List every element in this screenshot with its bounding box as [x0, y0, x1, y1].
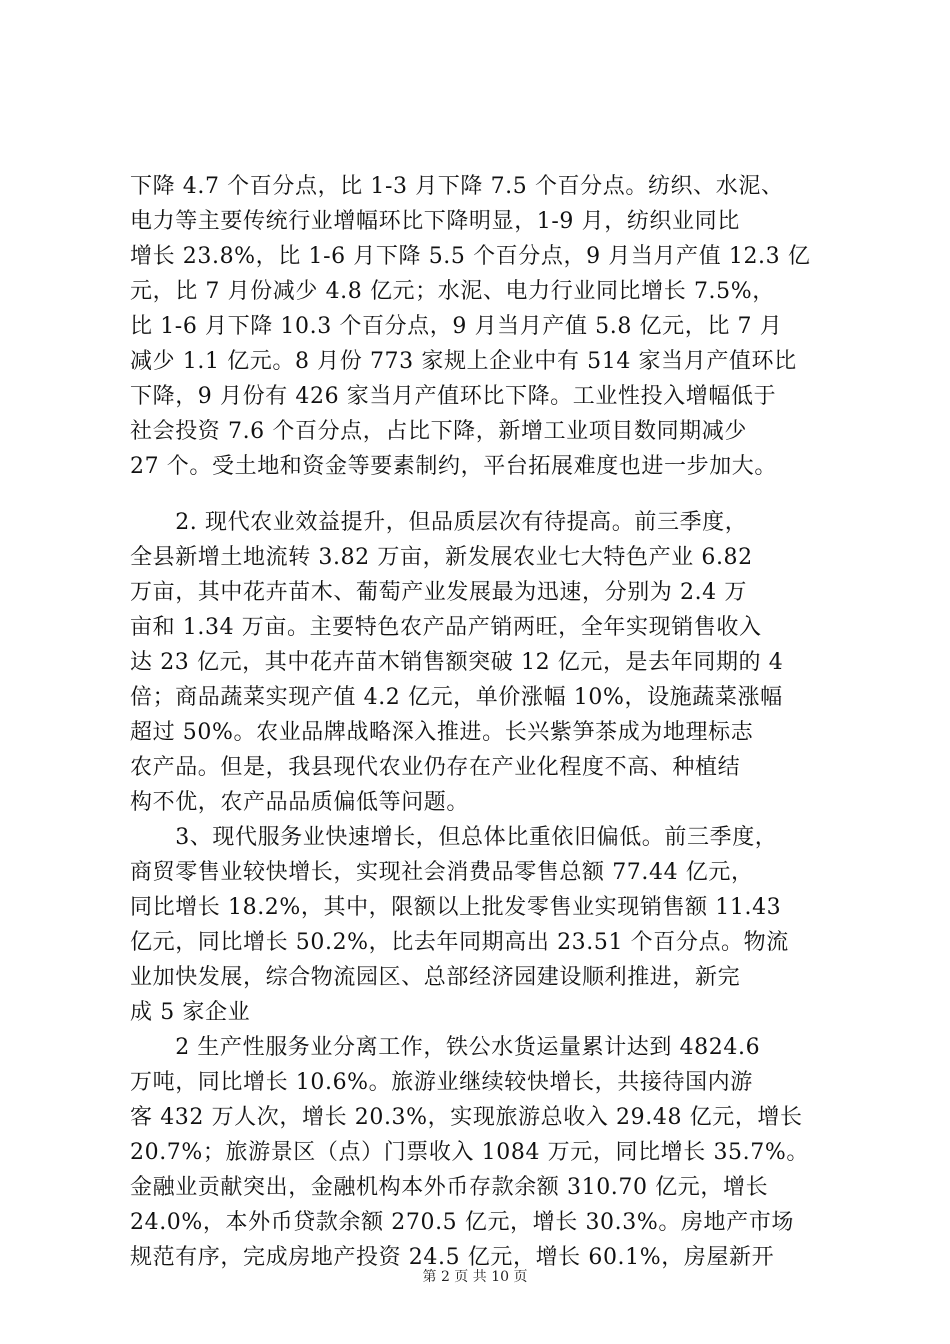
text-line: 同比增长 18.2%，其中，限额以上批发零售业实现销售额 11.43 [130, 895, 782, 920]
text-line: 下降，9 月份有 426 家当月产值环比下降。工业性投入增幅低于 [130, 384, 777, 409]
text-line: 下降 4.7 个百分点，比 1-3 月下降 7.5 个百分点。纺织、水泥、 [130, 174, 784, 199]
text-line: 商贸零售业较快增长，实现社会消费品零售总额 77.44 亿元， [130, 860, 754, 885]
text-line: 超过 50%。农业品牌战略深入推进。长兴紫笋茶成为地理标志 [130, 720, 754, 745]
text-line: 亿元，同比增长 50.2%，比去年同期高出 23.51 个百分点。物流 [130, 930, 789, 955]
text-line: 业加快发展，综合物流园区、总部经济园建设顺利推进，新完 [130, 965, 741, 990]
text-line: 27 个。受土地和资金等要素制约，平台拓展难度也进一步加大。 [130, 454, 777, 479]
text-line: 达 23 亿元，其中花卉苗木销售额突破 12 亿元，是去年同期的 4 [130, 650, 784, 675]
text-line: 减少 1.1 亿元。8 月份 773 家规上企业中有 514 家当月产值环比 [130, 349, 797, 374]
text-line: 元，比 7 月份减少 4.8 亿元；水泥、电力行业同比增长 7.5%， [130, 279, 775, 304]
text-line: 社会投资 7.6 个百分点，占比下降，新增工业项目数同期减少 [130, 419, 747, 444]
text-line: 比 1-6 月下降 10.3 个百分点，9 月当月产值 5.8 亿元，比 7 月 [130, 314, 783, 339]
text-line: 万亩，其中花卉苗木、葡萄产业发展最为迅速，分别为 2.4 万 [130, 580, 747, 605]
page-number-footer: 第 2 页 共 10 页 [422, 1269, 528, 1285]
text-line: 客 432 万人次，增长 20.3%，实现旅游总收入 29.48 亿元，增长 [130, 1105, 803, 1130]
text-line: 倍；商品蔬菜实现产值 4.2 亿元，单价涨幅 10%，设施蔬菜涨幅 [130, 685, 783, 710]
text-line: 规范有序，完成房地产投资 24.5 亿元，增长 60.1%，房屋新开 [130, 1245, 775, 1270]
text-line: 亩和 1.34 万亩。主要特色农产品产销两旺，全年实现销售收入 [130, 615, 762, 640]
text-line: 农产品。但是，我县现代农业仍存在产业化程度不高、种植结 [130, 755, 741, 780]
text-line: 金融业贡献突出，金融机构本外币存款余额 310.70 亿元，增长 [130, 1175, 769, 1200]
text-line: 20.7%；旅游景区（点）门票收入 1084 万元，同比增长 35.7%。 [130, 1140, 809, 1165]
text-line: 24.0%，本外币贷款余额 270.5 亿元，增长 30.3%。房地产市场 [130, 1210, 794, 1235]
text-line: 增长 23.8%，比 1-6 月下降 5.5 个百分点，9 月当月产值 12.3 亿 [130, 244, 811, 269]
text-line: 全县新增土地流转 3.82 万亩，新发展农业七大特色产业 6.82 [130, 545, 753, 570]
text-line: 万吨，同比增长 10.6%。旅游业继续较快增长，共接待国内游 [130, 1070, 753, 1095]
text-line: 构不优，农产品品质偏低等问题。 [130, 790, 470, 815]
text-line: 2. 现代农业效益提升，但品质层次有待提高。前三季度， [130, 510, 748, 535]
text-line: 电力等主要传统行业增幅环比下降明显，1-9 月，纺织业同比 [130, 209, 740, 234]
text-line: 3、现代服务业快速增长，但总体比重依旧偏低。前三季度， [130, 825, 778, 850]
text-line: 2 生产性服务业分离工作，铁公水货运量累计达到 4824.6 [130, 1035, 761, 1060]
text-line: 成 5 家企业 [130, 1000, 251, 1025]
